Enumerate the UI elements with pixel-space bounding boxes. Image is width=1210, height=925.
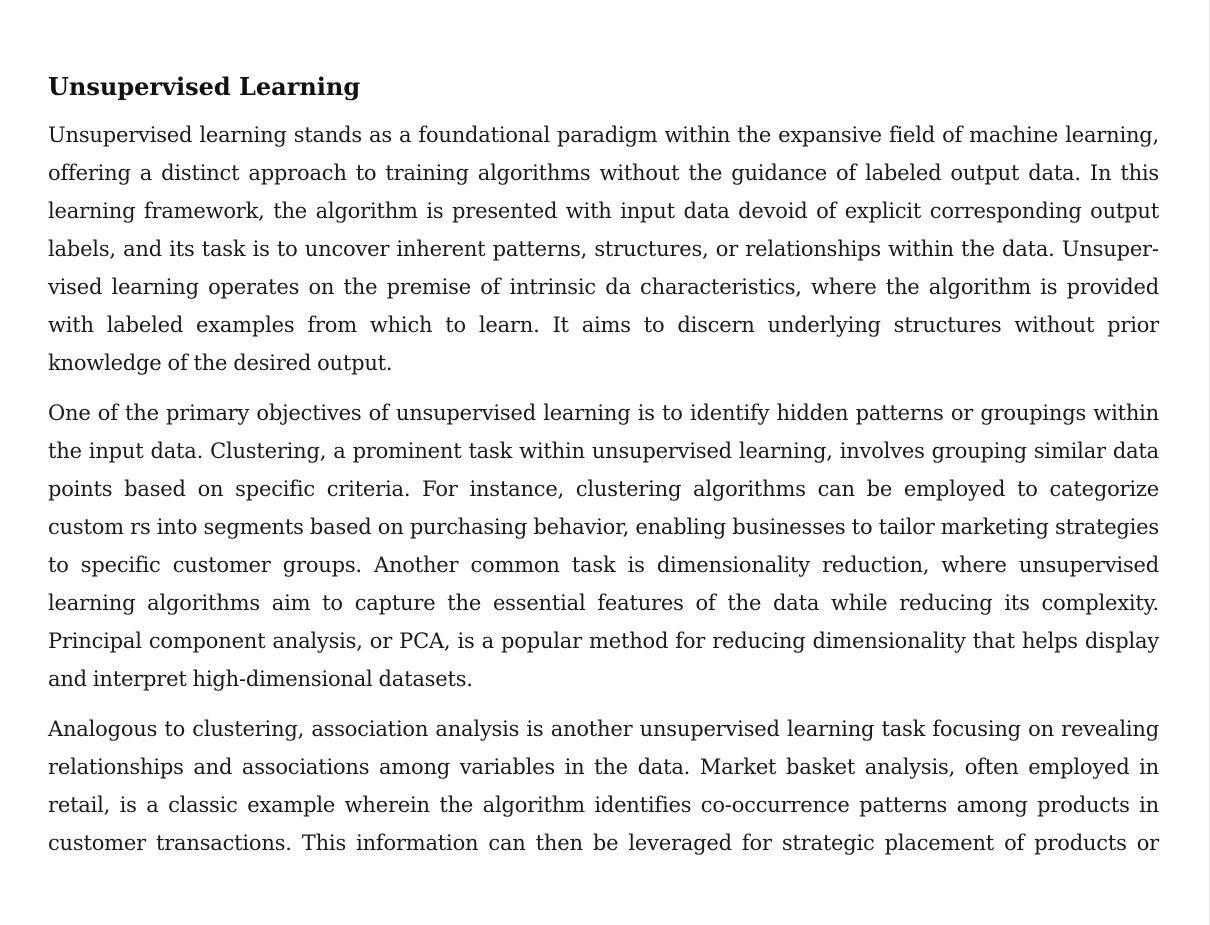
section-heading: Unsupervised Learning	[48, 72, 361, 101]
paragraph: One of the primary objectives of unsupervised learning is to identify hidden patterns or groupings within the input data. Clustering, a prominent task within unsupervised learning, involves grouping similar data points based on specific criteria. For instance, clustering algorithms can be employed to categorize custom rs into segments based on purchasing behavior, enabling businesses to tailor marketing strategies to specific customer groups. Another common task is dimensionality reduction, where unsupervised learning algorithms aim to capture the essential features of the data while reducing its complexity. Principal component analysis, or PCA, is a popular method for reducing dimensionality that helps display and interpret high-dimensional datasets.	[48, 401, 1159, 691]
document-content	[48, 68, 1159, 874]
paragraph: Analogous to clustering, association analysis is another unsupervised learning task focusing on revealing relationships and associations among variables in the data. Market basket analysis, often employed in retail, is a classic example wherein the algorithm identifies co-occurrence patterns among products in customer transactions. This information can then be leveraged for strategic placement of products or	[48, 717, 1159, 855]
paragraph: Unsupervised learning stands as a foundational paradigm within the expansive field of machine learning, offering a distinct approach to training algorithms without the guidance of labeled output data. In this learning framework, the algorithm is presented with input data devoid of explicit corresponding output labels, and its task is to uncover inherent patterns, structures, or relationships within the data. Unsupervised learning operates on the premise of intrinsic da characteristics, where the algorithm is provided with labeled examples from which to learn. It aims to discern underlying structures without prior knowledge of the desired output.	[48, 123, 1159, 375]
